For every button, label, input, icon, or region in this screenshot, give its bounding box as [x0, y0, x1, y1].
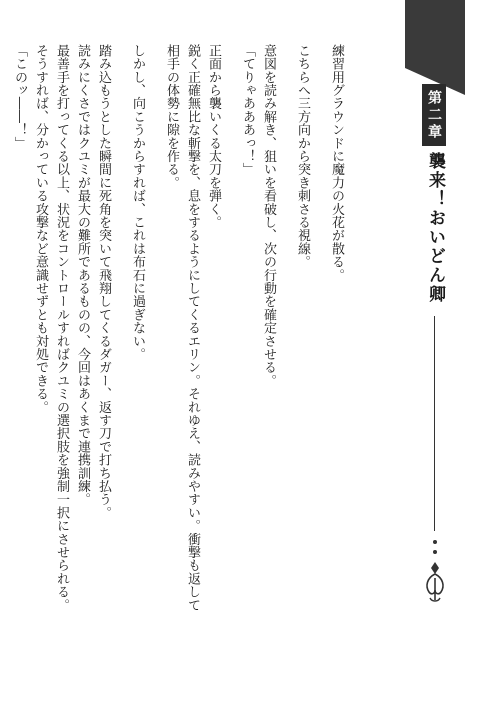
paragraph-11: 最善手を打ってくる以上、状況をコントロールすればクユミの選択肢を強制一択にさせられる。 — [54, 44, 69, 612]
paragraph-5: 正面から襲いくる太刀を弾く。 — [206, 44, 221, 229]
paragraph-2: こちらへ三方向から突き刺さる視線。 — [295, 44, 310, 269]
paragraph-10: 読みにくさではクユミが最大の難所であるものの、今回はあくまで連携訓練。 — [75, 44, 90, 506]
paragraph-13: 「このッ――！」 — [12, 44, 27, 150]
paragraph-4: 「てりゃあああっ！」 — [240, 44, 255, 176]
paragraph-3: 意図を読み解き、狙いを看破し、次の行動を確定させる。 — [261, 44, 276, 388]
paragraph-9: 踏み込もうとした瞬間に死角を突いて飛翔してくるダガー、返す刀で打ち払う。 — [96, 44, 111, 520]
body-text — [12, 44, 360, 664]
fleuron-ornament-icon — [421, 538, 449, 608]
chapter-number-label: 第二章 — [422, 84, 446, 146]
paragraph-6: 鋭く正確無比な斬撃を、息をするようにしてくるエリン。それゆえ、読みやすい。衝撃も返して — [185, 44, 200, 612]
chapter-heading-column — [405, 0, 465, 711]
chapter-title: 襲来！おいどん卿 — [425, 152, 445, 304]
paragraph-1: 練習用グラウンドに魔力の火花が散る。 — [329, 44, 344, 282]
title-divider-line — [434, 316, 435, 531]
paragraph-12: そうすれば、分かっている攻撃など意識せずとも対処できる。 — [33, 44, 48, 414]
paragraph-7: 相手の体勢に隙を作る。 — [164, 44, 179, 190]
paragraph-8: しかし、向こうからすれば、これは布石に過ぎない。 — [130, 44, 145, 361]
